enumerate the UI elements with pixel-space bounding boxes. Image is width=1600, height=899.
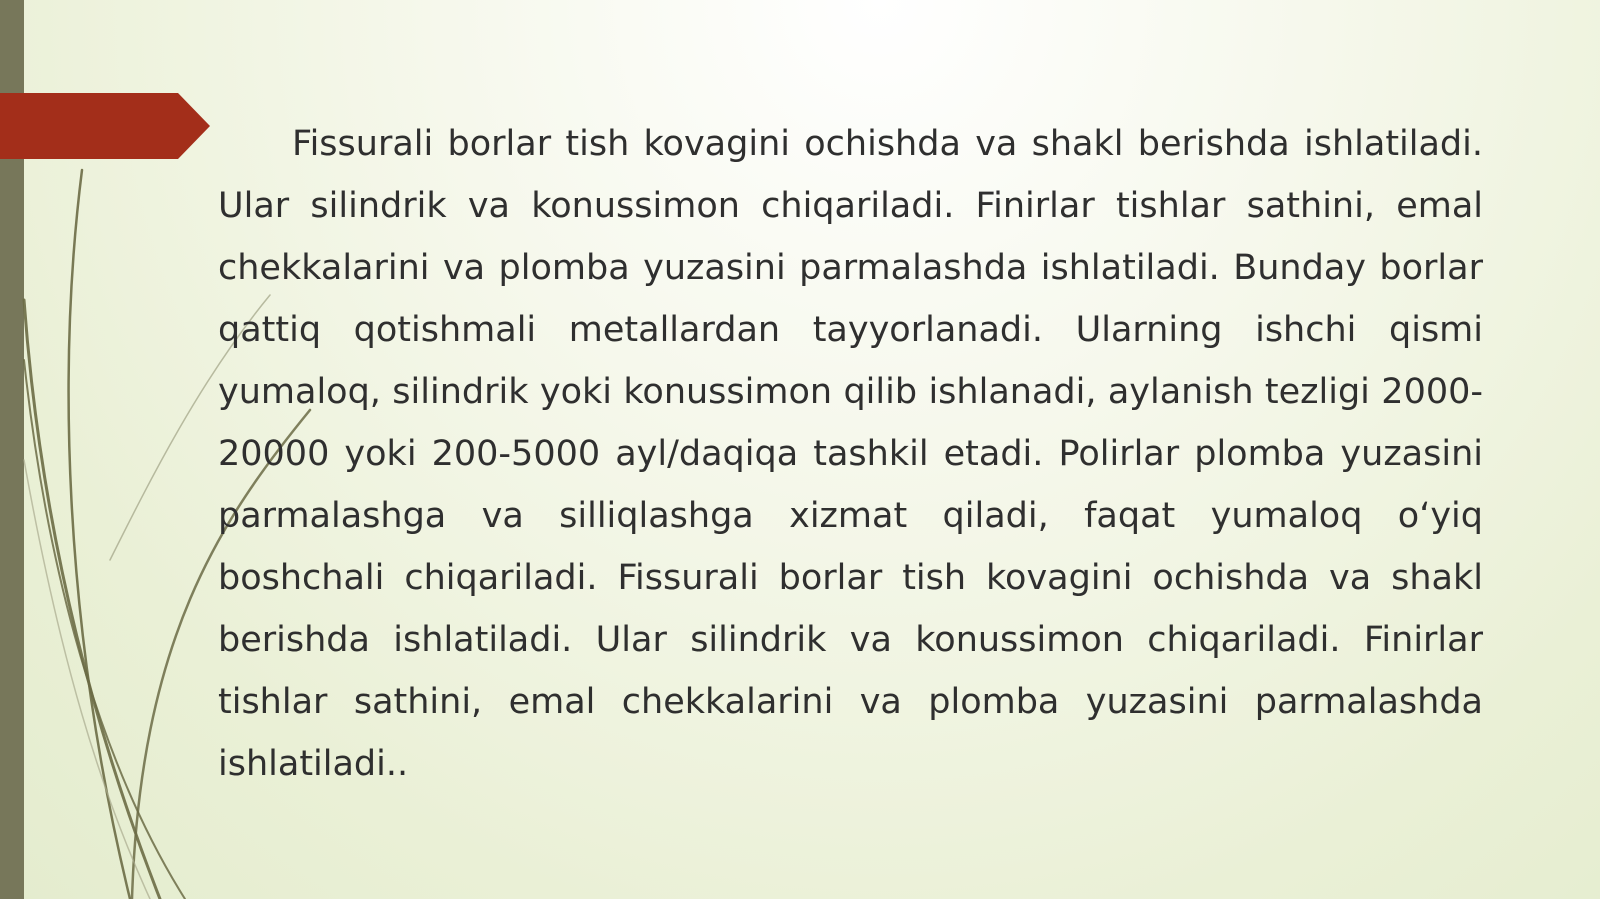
red-arrow-shape	[0, 93, 210, 159]
slide-body-text: Fissurali borlar tish kovagini ochishda va shakl berishda ishlatiladi. Ular silindrik va konussimon chiqariladi. Finirlar tishlar sathini, emal chekkalarini va plomba yuzasini parmalashda ishlatiladi. Bunday borlar qattiq qotishmali metallardan tayyorlanadi. Ularning ishchi qismi yumaloq, silindrik yoki konussimon qilib ishlanadi, aylanish tezligi 2000-20000 yoki 200-5000 ayl/daqiqa tashkil etadi. Polirlar plomba yuzasini parmalashga va silliqlashga xizmat qiladi, faqat yumaloq o‘yiq boshchali chiqariladi. Fissurali borlar tish kovagini ochishda va shakl berishda ishlatiladi. Ular silindrik va konussimon chiqariladi. Finirlar tishlar sathini, emal chekkalarini va plomba yuzasini parmalashda ishlatiladi..	[218, 124, 1483, 784]
